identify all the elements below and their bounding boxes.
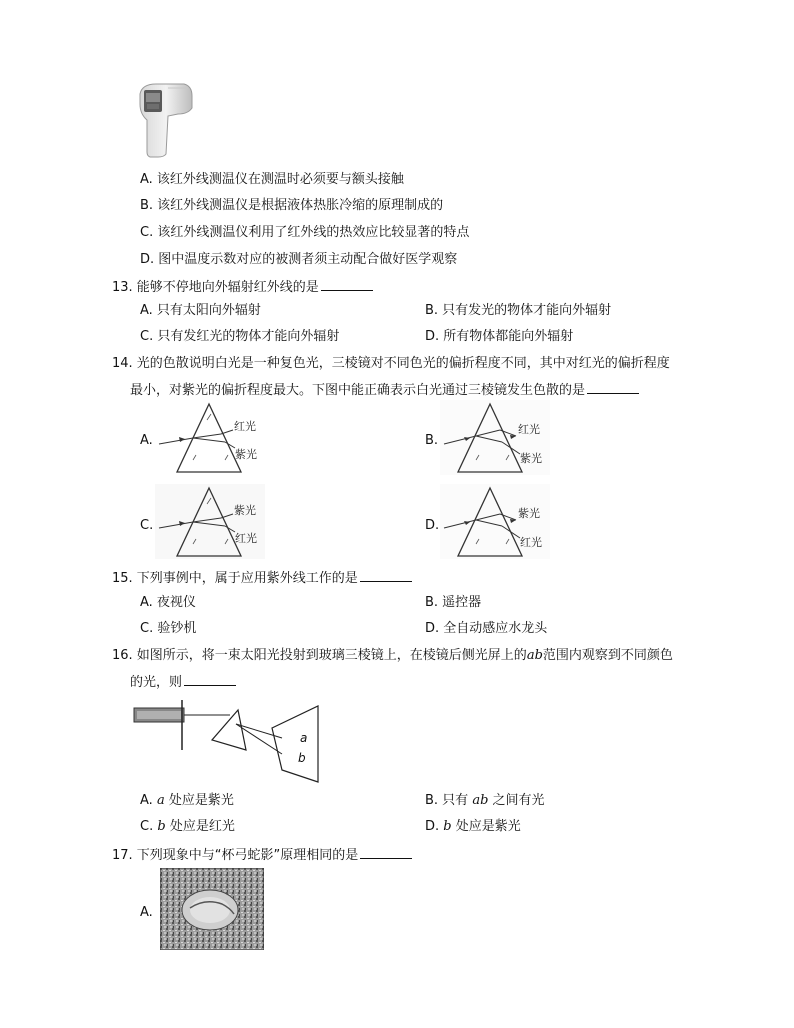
q12-option-a: A. 该红外线测温仪在测温时必须要与额头接触 bbox=[140, 172, 404, 187]
q14-label-b: B. bbox=[425, 433, 439, 448]
q15-option-c: C. 验钞机 bbox=[140, 621, 197, 636]
prism-diagram-d bbox=[440, 484, 550, 559]
q13-option-d: D. 所有物体都能向外辐射 bbox=[425, 329, 574, 344]
q15-stem: 15. 下列事例中，属于应用紫外线工作的是 bbox=[112, 569, 412, 588]
q14-label-d: D. bbox=[425, 518, 440, 533]
q12-option-d: D. 图中温度示数对应的被测者须主动配合做好医学观察 bbox=[140, 252, 458, 267]
prism-diagram-a bbox=[155, 400, 265, 475]
q13-stem: 13. 能够不停地向外辐射红外线的是 bbox=[112, 278, 373, 297]
q13-option-a: A. 只有太阳向外辐射 bbox=[140, 303, 261, 318]
q17-stem: 17. 下列现象中与“杯弓蛇影”原理相同的是 bbox=[112, 846, 412, 865]
q16-prism-screen-diagram bbox=[132, 698, 332, 788]
q14-b-violet-label: 紫光 bbox=[520, 452, 542, 465]
answer-blank[interactable] bbox=[587, 381, 639, 394]
q14-c-violet-label: 紫光 bbox=[234, 504, 256, 517]
q14-b-red-label: 红光 bbox=[518, 423, 540, 436]
q17-label-a: A. bbox=[140, 905, 153, 920]
q15-option-b: B. 遥控器 bbox=[425, 595, 482, 610]
prism-diagram-b bbox=[440, 400, 550, 475]
infrared-thermometer-image bbox=[138, 80, 194, 158]
q14-stem-line1: 14. 光的色散说明白光是一种复色光，三棱镜对不同色光的偏折程度不同，其中对红光的偏折程度 bbox=[112, 356, 670, 371]
answer-blank[interactable] bbox=[321, 278, 373, 291]
q16-fig-b-label: b bbox=[298, 751, 306, 765]
answer-blank[interactable] bbox=[360, 846, 412, 859]
q14-a-red-label: 红光 bbox=[234, 420, 256, 433]
q16-stem-line1: 16. 如图所示，将一束太阳光投射到玻璃三棱镜上，在棱镜后侧光屏上的ab范围内观察到不同颜色 bbox=[112, 648, 673, 663]
q12-option-b: B. 该红外线测温仪是根据液体热胀冷缩的原理制成的 bbox=[140, 198, 444, 213]
q16-option-b: B. 只有 ab 之间有光 bbox=[425, 793, 545, 808]
q14-c-red-label: 红光 bbox=[235, 532, 257, 545]
q16-option-d: D. b 处应是紫光 bbox=[425, 819, 521, 834]
q13-option-b: B. 只有发光的物体才能向外辐射 bbox=[425, 303, 612, 318]
q12-option-c: C. 该红外线测温仪利用了红外线的热效应比较显著的特点 bbox=[140, 225, 470, 240]
q14-stem-line2: 最小，对紫光的偏折程度最大。下图中能正确表示白光通过三棱镜发生色散的是 bbox=[130, 381, 639, 400]
q17-photo-a bbox=[160, 868, 264, 950]
q15-option-a: A. 夜视仪 bbox=[140, 595, 196, 610]
q13-option-c: C. 只有发红光的物体才能向外辐射 bbox=[140, 329, 340, 344]
answer-blank[interactable] bbox=[184, 673, 236, 686]
prism-diagram-c bbox=[155, 484, 265, 559]
q14-label-c: C. bbox=[140, 518, 154, 533]
q14-label-a: A. bbox=[140, 433, 153, 448]
q16-option-a: A. a 处应是紫光 bbox=[140, 793, 234, 808]
q15-option-d: D. 全自动感应水龙头 bbox=[425, 621, 548, 636]
q14-d-red-label: 红光 bbox=[520, 536, 542, 549]
q14-a-violet-label: 紫光 bbox=[235, 448, 257, 461]
q16-option-c: C. b 处应是红光 bbox=[140, 819, 235, 834]
q16-fig-a-label: a bbox=[300, 731, 308, 745]
answer-blank[interactable] bbox=[360, 569, 412, 582]
q16-stem-line2: 的光，则 bbox=[130, 673, 236, 692]
q14-d-violet-label: 紫光 bbox=[518, 507, 540, 520]
